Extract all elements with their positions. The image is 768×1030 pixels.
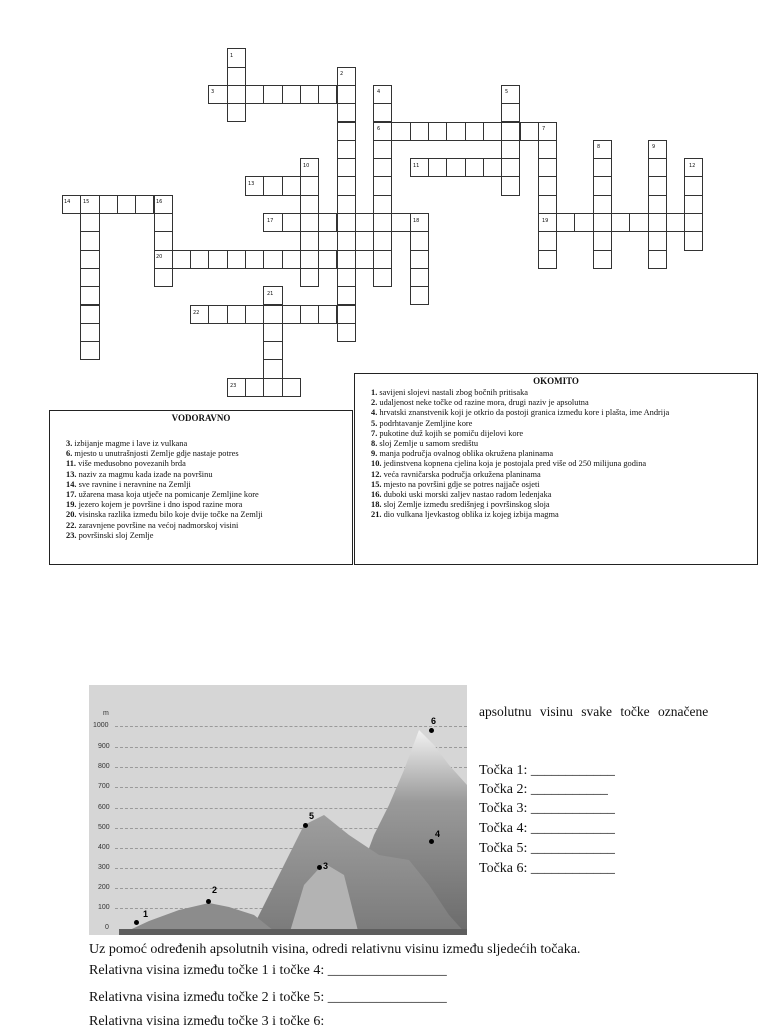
crossword-cell[interactable] (337, 286, 356, 305)
crossword-cell[interactable] (263, 305, 282, 324)
clue-number: 7 (542, 126, 546, 132)
crossword-cell[interactable] (593, 176, 612, 195)
crossword-cell[interactable] (117, 195, 136, 214)
crossword-cell[interactable] (337, 250, 356, 269)
crossword-cell[interactable] (684, 195, 703, 214)
crossword-cell[interactable] (666, 213, 685, 232)
crossword-cell[interactable] (391, 122, 410, 141)
clue-number: 4 (377, 89, 381, 95)
crossword-cell[interactable] (501, 140, 520, 159)
crossword-cell[interactable] (282, 85, 301, 104)
clue-item: 1. savijeni slojevi nastali zbog bočnih pritisaka (371, 388, 528, 397)
crossword-cell[interactable] (154, 213, 173, 232)
point-3-marker (317, 865, 322, 870)
y-tick-label: 500 (98, 824, 110, 831)
crossword-cell[interactable] (300, 231, 319, 250)
clue-item: 10. jedinstvena kopnena cjelina koja je postojala pred više od 250 milijuna godina (371, 459, 647, 469)
crossword-cell[interactable] (373, 176, 392, 195)
crossword-cell[interactable] (355, 213, 374, 232)
clue-item: 18. sloj Zemlje između središnjeg i površinskog sloja (371, 500, 550, 510)
crossword-cell[interactable] (410, 122, 429, 141)
crossword-cell[interactable] (501, 176, 520, 195)
mountain-landscape (89, 685, 467, 935)
crossword-cell[interactable] (318, 213, 337, 232)
crossword-cell[interactable] (538, 122, 557, 141)
crossword-cell[interactable] (318, 250, 337, 269)
crossword-cell[interactable] (629, 213, 648, 232)
crossword-cell[interactable] (80, 286, 99, 305)
clue-number: 20 (156, 254, 163, 260)
crossword-cell[interactable] (337, 213, 356, 232)
crossword-cell[interactable] (337, 231, 356, 250)
point-4-marker (429, 839, 434, 844)
crossword-cell[interactable] (373, 122, 392, 141)
crossword-cell[interactable] (538, 195, 557, 214)
crossword-cell[interactable] (501, 103, 520, 122)
crossword-cell[interactable] (282, 213, 301, 232)
point-6-answer-line: Točka 6: ____________ (479, 861, 615, 876)
crossword-cell[interactable] (282, 176, 301, 195)
clue-item: 6. mjesto u unutrašnjosti Zemlje gdje nastaje potres (66, 449, 239, 459)
crossword-cell[interactable] (318, 305, 337, 324)
crossword-cell[interactable] (154, 231, 173, 250)
crossword-cell[interactable] (300, 85, 319, 104)
y-tick-label: 300 (98, 864, 110, 871)
clue-number: 15 (83, 199, 90, 205)
crossword-cell[interactable] (80, 323, 99, 342)
crossword-cell[interactable] (263, 341, 282, 360)
across-clues-title: VODORAVNO (171, 413, 231, 423)
crossword-cell[interactable] (337, 323, 356, 342)
crossword-cell[interactable] (300, 213, 319, 232)
clue-number: 3 (211, 89, 215, 95)
crossword-cell[interactable] (227, 85, 246, 104)
crossword-cell[interactable] (337, 158, 356, 177)
crossword-cell[interactable] (355, 250, 374, 269)
clue-number: 10 (303, 163, 310, 169)
crossword-cell[interactable] (391, 213, 410, 232)
crossword-cell[interactable] (538, 140, 557, 159)
clue-number: 16 (156, 199, 163, 205)
crossword-cell[interactable] (245, 378, 264, 397)
crossword-cell[interactable] (245, 85, 264, 104)
crossword-cell[interactable] (593, 140, 612, 159)
crossword-cell[interactable] (538, 250, 557, 269)
clue-item: 15. mjesto na površini gdje se potres najjače osjeti (371, 479, 540, 489)
across-clue-list (66, 439, 352, 541)
crossword-cell[interactable] (300, 305, 319, 324)
clue-number: 14 (64, 199, 71, 205)
crossword-cell[interactable] (373, 250, 392, 269)
clue-item: 8. sloj Zemlje u samom središtu (371, 439, 479, 449)
clue-item: 13. naziv za magmu kada izađe na površinu (66, 469, 213, 479)
point-6-label: 6 (431, 716, 437, 726)
crossword-cell[interactable] (318, 85, 337, 104)
crossword-cell[interactable] (227, 250, 246, 269)
crossword-cell[interactable] (263, 359, 282, 378)
crossword-cell[interactable] (648, 158, 667, 177)
clue-item: 23. površinski sloj Zemlje (66, 530, 154, 540)
across-clues-box (49, 410, 353, 565)
clue-number: 5 (505, 89, 509, 95)
crossword-cell[interactable] (337, 140, 356, 159)
clue-item: 2. udaljenost neke točke od razine mora, drugi naziv je apsolutna (371, 398, 589, 408)
clue-number: 9 (652, 144, 656, 150)
crossword-cell[interactable] (282, 378, 301, 397)
crossword-cell[interactable] (410, 250, 429, 269)
clue-item: 11. više međusobno povezanih brda (66, 459, 186, 469)
point-5-label: 5 (309, 811, 315, 821)
y-tick-label: 0 (105, 924, 109, 931)
crossword-cell[interactable] (300, 195, 319, 214)
y-tick-label: 900 (98, 743, 110, 750)
crossword-cell[interactable] (80, 250, 99, 269)
crossword-cell[interactable] (648, 176, 667, 195)
relative-height-3-6: Relativna visina između točke 3 i točke 6: (89, 1014, 325, 1029)
crossword-cell[interactable] (245, 250, 264, 269)
crossword-cell[interactable] (373, 231, 392, 250)
crossword-cell[interactable] (227, 305, 246, 324)
crossword-cell[interactable] (428, 122, 447, 141)
crossword-cell[interactable] (520, 122, 539, 141)
point-4-answer-line: Točka 4: ____________ (479, 821, 615, 836)
clue-item: 4. hrvatski znanstvenik koji je otkrio da postoji granica između kore i plašta, ime Andrija (371, 408, 670, 418)
crossword-cell[interactable] (135, 195, 154, 214)
down-clues-title: OKOMITO (533, 376, 579, 386)
crossword-cell[interactable] (263, 176, 282, 195)
crossword-cell[interactable] (337, 176, 356, 195)
crossword-cell[interactable] (593, 213, 612, 232)
y-tick-label: 400 (98, 844, 110, 851)
crossword-cell[interactable] (300, 176, 319, 195)
clue-number: 6 (377, 126, 381, 132)
crossword-cell[interactable] (501, 122, 520, 141)
crossword-cell[interactable] (373, 140, 392, 159)
crossword-cell[interactable] (410, 286, 429, 305)
crossword-cell[interactable] (80, 268, 99, 287)
crossword-cell[interactable] (538, 231, 557, 250)
clue-number: 1 (230, 53, 234, 59)
clue-item: 22. zaravnjene površine na većoj nadmorskoj visini (66, 520, 239, 530)
crossword-cell[interactable] (483, 122, 502, 141)
clue-item: 9. manja područja ovalnog oblika okružena planinama (371, 449, 554, 459)
crossword-cell[interactable] (337, 305, 356, 324)
crossword-cell[interactable] (556, 213, 575, 232)
point-1-answer-line: Točka 1: ____________ (479, 763, 615, 778)
y-tick-label: 700 (98, 783, 110, 790)
crossword-cell[interactable] (263, 250, 282, 269)
crossword-cell[interactable] (410, 231, 429, 250)
clue-number: 17 (267, 218, 274, 224)
clue-number: 8 (597, 144, 601, 150)
crossword-cell[interactable] (190, 250, 209, 269)
task-intro: apsolutnu visinu svake točke označene (479, 704, 709, 719)
clue-item: 12. veća ravničarska područja orkužena planinama (371, 469, 541, 479)
crossword-cell[interactable] (501, 158, 520, 177)
clue-item: 19. jezero kojem je površine i dno ispod razine mora (66, 500, 243, 510)
crossword-cell[interactable] (80, 213, 99, 232)
crossword-cell[interactable] (208, 250, 227, 269)
crossword-cell[interactable] (538, 176, 557, 195)
y-tick-label: 800 (98, 763, 110, 770)
crossword-cell[interactable] (465, 158, 484, 177)
crossword-cell[interactable] (538, 158, 557, 177)
crossword-cell[interactable] (172, 250, 191, 269)
clue-number: 23 (230, 383, 237, 389)
crossword-cell[interactable] (300, 250, 319, 269)
point-2-marker (206, 899, 211, 904)
point-4-label: 4 (435, 829, 441, 839)
clue-number: 19 (542, 218, 549, 224)
clue-number: 12 (689, 163, 696, 169)
crossword-cell[interactable] (373, 85, 392, 104)
y-tick-label: 100 (98, 904, 110, 911)
crossword-cell[interactable] (410, 268, 429, 287)
clue-number: 18 (413, 218, 420, 224)
clue-number: 11 (413, 163, 420, 169)
crossword-cell[interactable] (373, 213, 392, 232)
point-2-label: 2 (212, 885, 218, 895)
crossword-cell[interactable] (611, 213, 630, 232)
crossword-cell[interactable] (373, 103, 392, 122)
point-1-label: 1 (143, 909, 149, 919)
y-axis-unit: m (103, 710, 109, 717)
crossword-cell[interactable] (245, 305, 264, 324)
point-5-answer-line: Točka 5: ____________ (479, 841, 615, 856)
clue-item: 20. visinska razlika između bilo koje dvije točke na Zemlji (66, 510, 263, 520)
point-5-marker (303, 823, 308, 828)
clue-number: 21 (267, 291, 274, 297)
crossword-cell[interactable] (227, 103, 246, 122)
crossword-cell[interactable] (593, 195, 612, 214)
crossword-cell[interactable] (446, 158, 465, 177)
crossword-cell[interactable] (337, 85, 356, 104)
crossword-cell[interactable] (648, 195, 667, 214)
point-3-answer-line: Točka 3: ____________ (479, 801, 615, 816)
crossword-cell[interactable] (684, 176, 703, 195)
crossword-cell[interactable] (593, 158, 612, 177)
relative-height-2-5: Relativna visina između točke 2 i točke 5: _________________ (89, 990, 447, 1005)
crossword-cell[interactable] (593, 231, 612, 250)
crossword-cell[interactable] (648, 140, 667, 159)
crossword-cell[interactable] (208, 305, 227, 324)
crossword-cell[interactable] (337, 103, 356, 122)
crossword-cell[interactable] (80, 305, 99, 324)
crossword-cell[interactable] (80, 341, 99, 360)
down-clue-list (371, 388, 757, 521)
crossword-cell[interactable] (99, 195, 118, 214)
crossword-cell[interactable] (263, 323, 282, 342)
y-tick-label: 200 (98, 884, 110, 891)
clue-item: 7. pukotine duž kojih se pomiču dijelovi kore (371, 428, 524, 438)
crossword-cell[interactable] (593, 250, 612, 269)
crossword-cell[interactable] (263, 378, 282, 397)
clue-number: 13 (248, 181, 255, 187)
crossword-cell[interactable] (337, 122, 356, 141)
clue-item: 21. dio vulkana ljevkastog oblika iz kojeg izbija magma (371, 510, 559, 520)
clue-item: 17. užarena masa koja utječe na pomicanje Zemljine kore (66, 490, 259, 500)
crossword-cell[interactable] (300, 268, 319, 287)
clue-item: 16. duboki uski morski zaljev nastao radom ledenjaka (371, 490, 552, 500)
crossword-cell[interactable] (648, 213, 667, 232)
crossword-cell[interactable] (282, 305, 301, 324)
point-2-answer-line: Točka 2: ___________ (479, 782, 608, 797)
crossword-cell[interactable] (483, 158, 502, 177)
point-6-marker (429, 728, 434, 733)
y-tick-label: 600 (98, 804, 110, 811)
crossword-cell[interactable] (154, 268, 173, 287)
crossword-cell[interactable] (282, 250, 301, 269)
clue-number: 22 (193, 310, 200, 316)
clue-item: 3. izbijanje magme i lave iz vulkana (66, 439, 188, 448)
clue-number: 2 (340, 71, 344, 77)
down-clues-box (354, 373, 758, 565)
point-3-label: 3 (323, 861, 329, 871)
y-tick-label: 1000 (93, 722, 109, 729)
crossword-cell[interactable] (373, 268, 392, 287)
crossword-cell[interactable] (648, 250, 667, 269)
point-1-marker (134, 920, 139, 925)
crossword-cell[interactable] (373, 158, 392, 177)
crossword-cell[interactable] (446, 122, 465, 141)
crossword-cell[interactable] (428, 158, 447, 177)
crossword-cell[interactable] (574, 213, 593, 232)
crossword-cell[interactable] (337, 195, 356, 214)
crossword-cell[interactable] (227, 67, 246, 86)
crossword-cell[interactable] (684, 231, 703, 250)
relative-height-1-4: Relativna visina između točke 1 i točke 4: _________________ (89, 963, 447, 978)
crossword-cell[interactable] (80, 231, 99, 250)
crossword-cell[interactable] (684, 213, 703, 232)
clue-item: 14. sve ravnine i neravnine na Zemlji (66, 479, 191, 489)
crossword-cell[interactable] (337, 268, 356, 287)
crossword-cell[interactable] (465, 122, 484, 141)
clue-item: 5. podrhtavanje Zemljine kore (371, 418, 473, 428)
crossword-cell[interactable] (373, 195, 392, 214)
crossword-cell[interactable] (263, 85, 282, 104)
crossword-cell[interactable] (648, 231, 667, 250)
relative-height-intro: Uz pomoć određenih apsolutnih visina, odredi relativnu visinu između sljedećih točaka. (89, 942, 581, 957)
elevation-figure (89, 685, 467, 935)
